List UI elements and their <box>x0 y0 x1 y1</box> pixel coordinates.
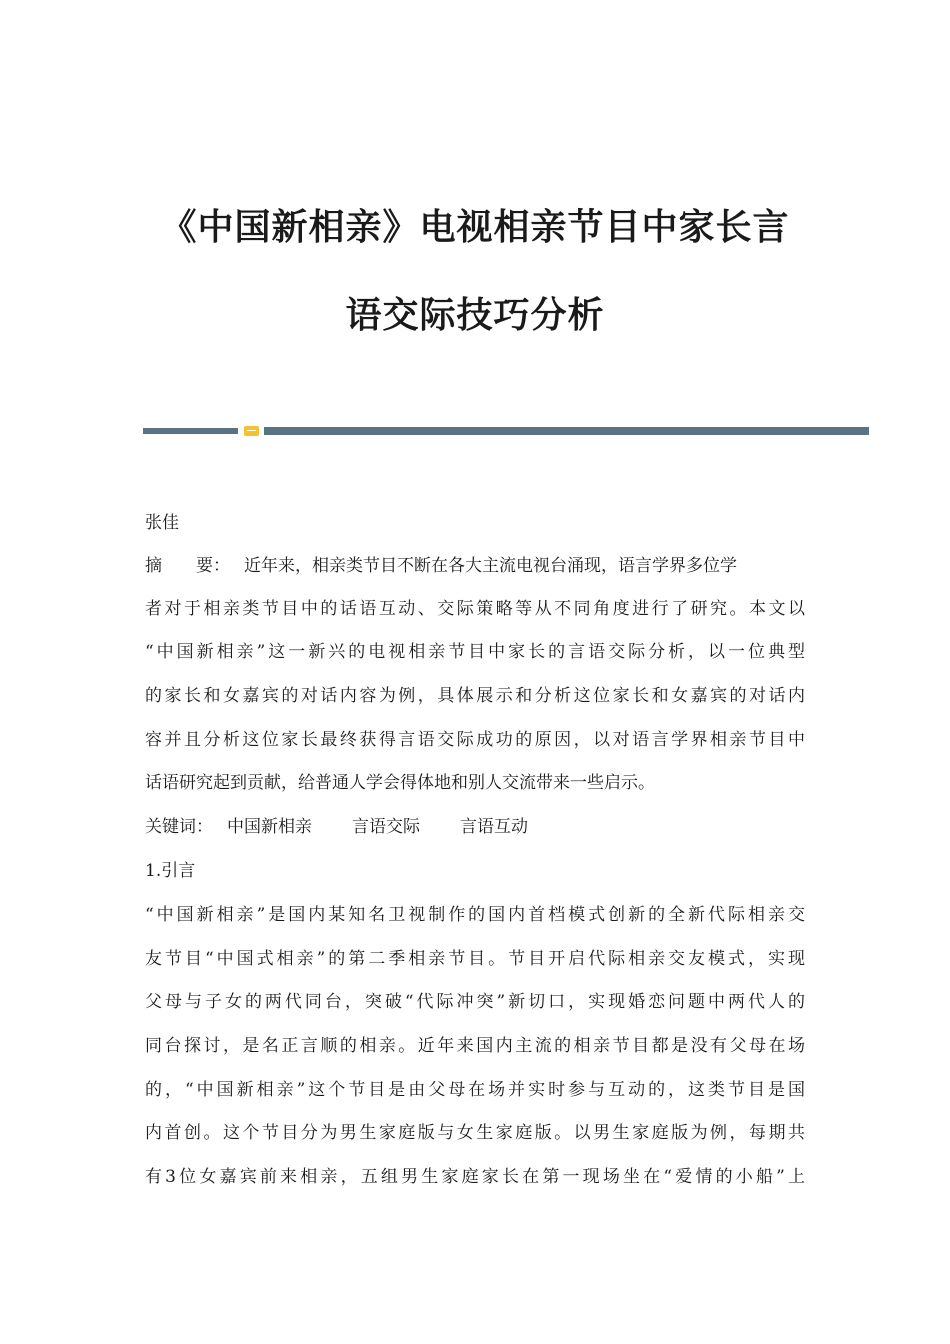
divider-bar-left <box>143 428 238 434</box>
title-line-1: 《中国新相亲》电视相亲节目中家长言 <box>160 207 790 248</box>
body-line-4: 同台探讨，是名正言顺的相亲。近年来国内主流的相亲节目都是没有父母在场 <box>145 1036 805 1056</box>
author: 张佳 <box>145 513 179 533</box>
title-divider <box>143 426 869 436</box>
keywords <box>145 816 528 838</box>
body-line-7: 有3位女嘉宾前来相亲，五组男生家庭家长在第一现场坐在“爱情的小船”上 <box>145 1167 805 1187</box>
keyword-1: 中国新相亲 <box>227 817 312 837</box>
divider-emblem-icon <box>244 426 259 436</box>
title-line-2: 语交际技巧分析 <box>345 295 605 336</box>
abstract-line-6: 话语研究起到贡献，给普通人学会得体地和别人交流带来一些启示。 <box>145 773 655 793</box>
keyword-2: 言语交际 <box>352 817 420 837</box>
body-line-6: 内首创。这个节目分为男生家庭版与女生家庭版。以男生家庭版为例，每期共 <box>145 1123 805 1143</box>
abstract-line-3: “中国新相亲”这一新兴的电视相亲节目中家长的言语交际分析，以一位典型 <box>145 642 805 662</box>
keyword-3: 言语互动 <box>460 817 528 837</box>
abstract-text: 近年来，相亲类节目不断在各大主流电视台涌现，语言学界多位学 <box>244 556 737 576</box>
abstract-line-2: 者对于相亲类节目中的话语互动、交际策略等从不同角度进行了研究。本文以 <box>145 599 805 619</box>
abstract-line-1 <box>145 555 737 577</box>
abstract-line-5: 容并且分析这位家长最终获得言语交际成功的原因，以对语言学界相亲节目中 <box>145 730 805 750</box>
abstract-label-b: 要： <box>196 556 230 576</box>
body-line-2: 友节目“中国式相亲”的第二季相亲节目。节目开启代际相亲交友模式，实现 <box>145 949 805 969</box>
section-heading: 1.引言 <box>145 861 196 881</box>
abstract-line-4: 的家长和女嘉宾的对话内容为例，具体展示和分析这位家长和女嘉宾的对话内 <box>145 686 805 706</box>
keywords-label: 关键词： <box>145 817 213 837</box>
body-line-1: “中国新相亲”是国内某知名卫视制作的国内首档模式创新的全新代际相亲交 <box>145 905 805 925</box>
body-line-5: 的，“中国新相亲”这个节目是由父母在场并实时参与互动的，这类节目是国 <box>145 1080 805 1100</box>
divider-bar-right <box>264 427 869 435</box>
body-line-3: 父母与子女的两代同台，突破“代际冲突”新切口，实现婚恋问题中两代人的 <box>145 992 805 1012</box>
abstract-label-a: 摘 <box>145 556 162 576</box>
